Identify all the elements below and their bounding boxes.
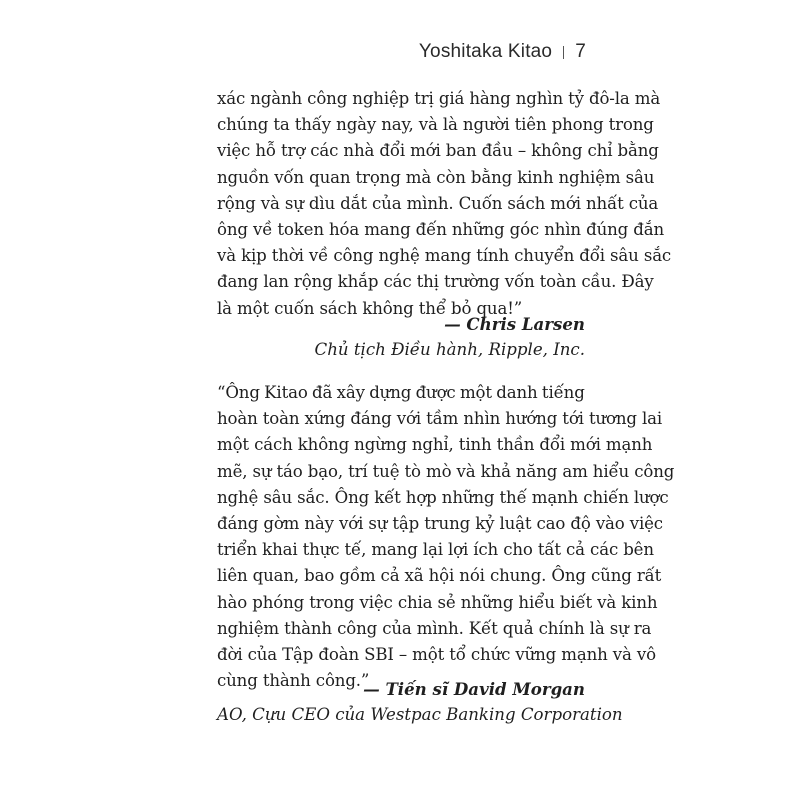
quote-paragraph (217, 380, 675, 694)
quote-line: rộng và sự dìu dắt của mình. Cuốn sách mới nhất của (217, 193, 659, 213)
quote-line: đang lan rộng khắp các thị trường vốn toàn cầu. Đây (217, 272, 654, 292)
quote-line: đời của Tập đoàn SBI – một tổ chức vững mạnh và vô (217, 645, 656, 665)
attribution-chris-larsen (217, 311, 585, 363)
quote-line: nguồn vốn quan trọng mà còn bằng kinh nghiệm sâu (217, 167, 655, 187)
quote-line: hào phóng trong việc chia sẻ những hiểu biết và kinh (217, 592, 658, 612)
quote-david-morgan (217, 380, 675, 694)
quote-line: một cách không ngừng nghỉ, tinh thần đổi mới mạnh (217, 435, 653, 455)
quote-line: và kịp thời về công nghệ mang tính chuyển đổi sâu sắc (217, 246, 672, 266)
quote-line: “Ông Kitao đã xây dựng được một danh tiếng (217, 383, 585, 402)
quote-line: việc hỗ trợ các nhà đổi mới ban đầu – không chỉ bằng (217, 141, 659, 161)
quote-paragraph (217, 86, 672, 322)
quote-line: mẽ, sự táo bạo, trí tuệ tò mò và khả năng am hiểu công (217, 461, 675, 481)
quote-line: hoàn toàn xứng đáng với tầm nhìn hướng tới tương lai (217, 409, 663, 429)
attribution-title: Chủ tịch Điều hành, Ripple, Inc. (314, 340, 585, 359)
quote-line: xác ngành công nghiệp trị giá hàng nghìn tỷ đô-la mà (217, 89, 661, 108)
quote-line: liên quan, bao gồm cả xã hội nói chung. Ông cũng rất (217, 566, 662, 586)
attribution-title: AO, Cựu CEO của Westpac Banking Corporation (217, 705, 623, 724)
quote-line: cùng thành công.” (217, 671, 370, 691)
quote-line: đáng gờm này với sự tập trung kỷ luật cao độ vào việc (217, 514, 663, 534)
quote-line: là một cuốn sách không thể bỏ qua!” (217, 298, 523, 318)
quote-line: chúng ta thấy ngày nay, và là người tiên phong trong (217, 115, 654, 135)
quote-line: nghiệm thành công của mình. Kết quả chính là sự ra (217, 618, 652, 638)
header-separator (563, 46, 564, 59)
header-author: Yoshitaka Kitao (418, 41, 553, 62)
running-header (419, 38, 586, 66)
attribution-name: — Tiến sĩ David Morgan (363, 679, 585, 699)
quote-line: triển khai thực tế, mang lại lợi ích cho tất cả các bên (217, 540, 654, 560)
quote-line: nghệ sâu sắc. Ông kết hợp những thế mạnh chiến lược (217, 487, 669, 507)
attribution-david-morgan (217, 676, 623, 728)
quote-line: ông về token hóa mang đến những góc nhìn đúng đắn (217, 220, 664, 240)
page-number: 7 (575, 41, 586, 62)
attribution-name: — Chris Larsen (444, 314, 585, 334)
quote-chris-larsen (217, 86, 672, 322)
